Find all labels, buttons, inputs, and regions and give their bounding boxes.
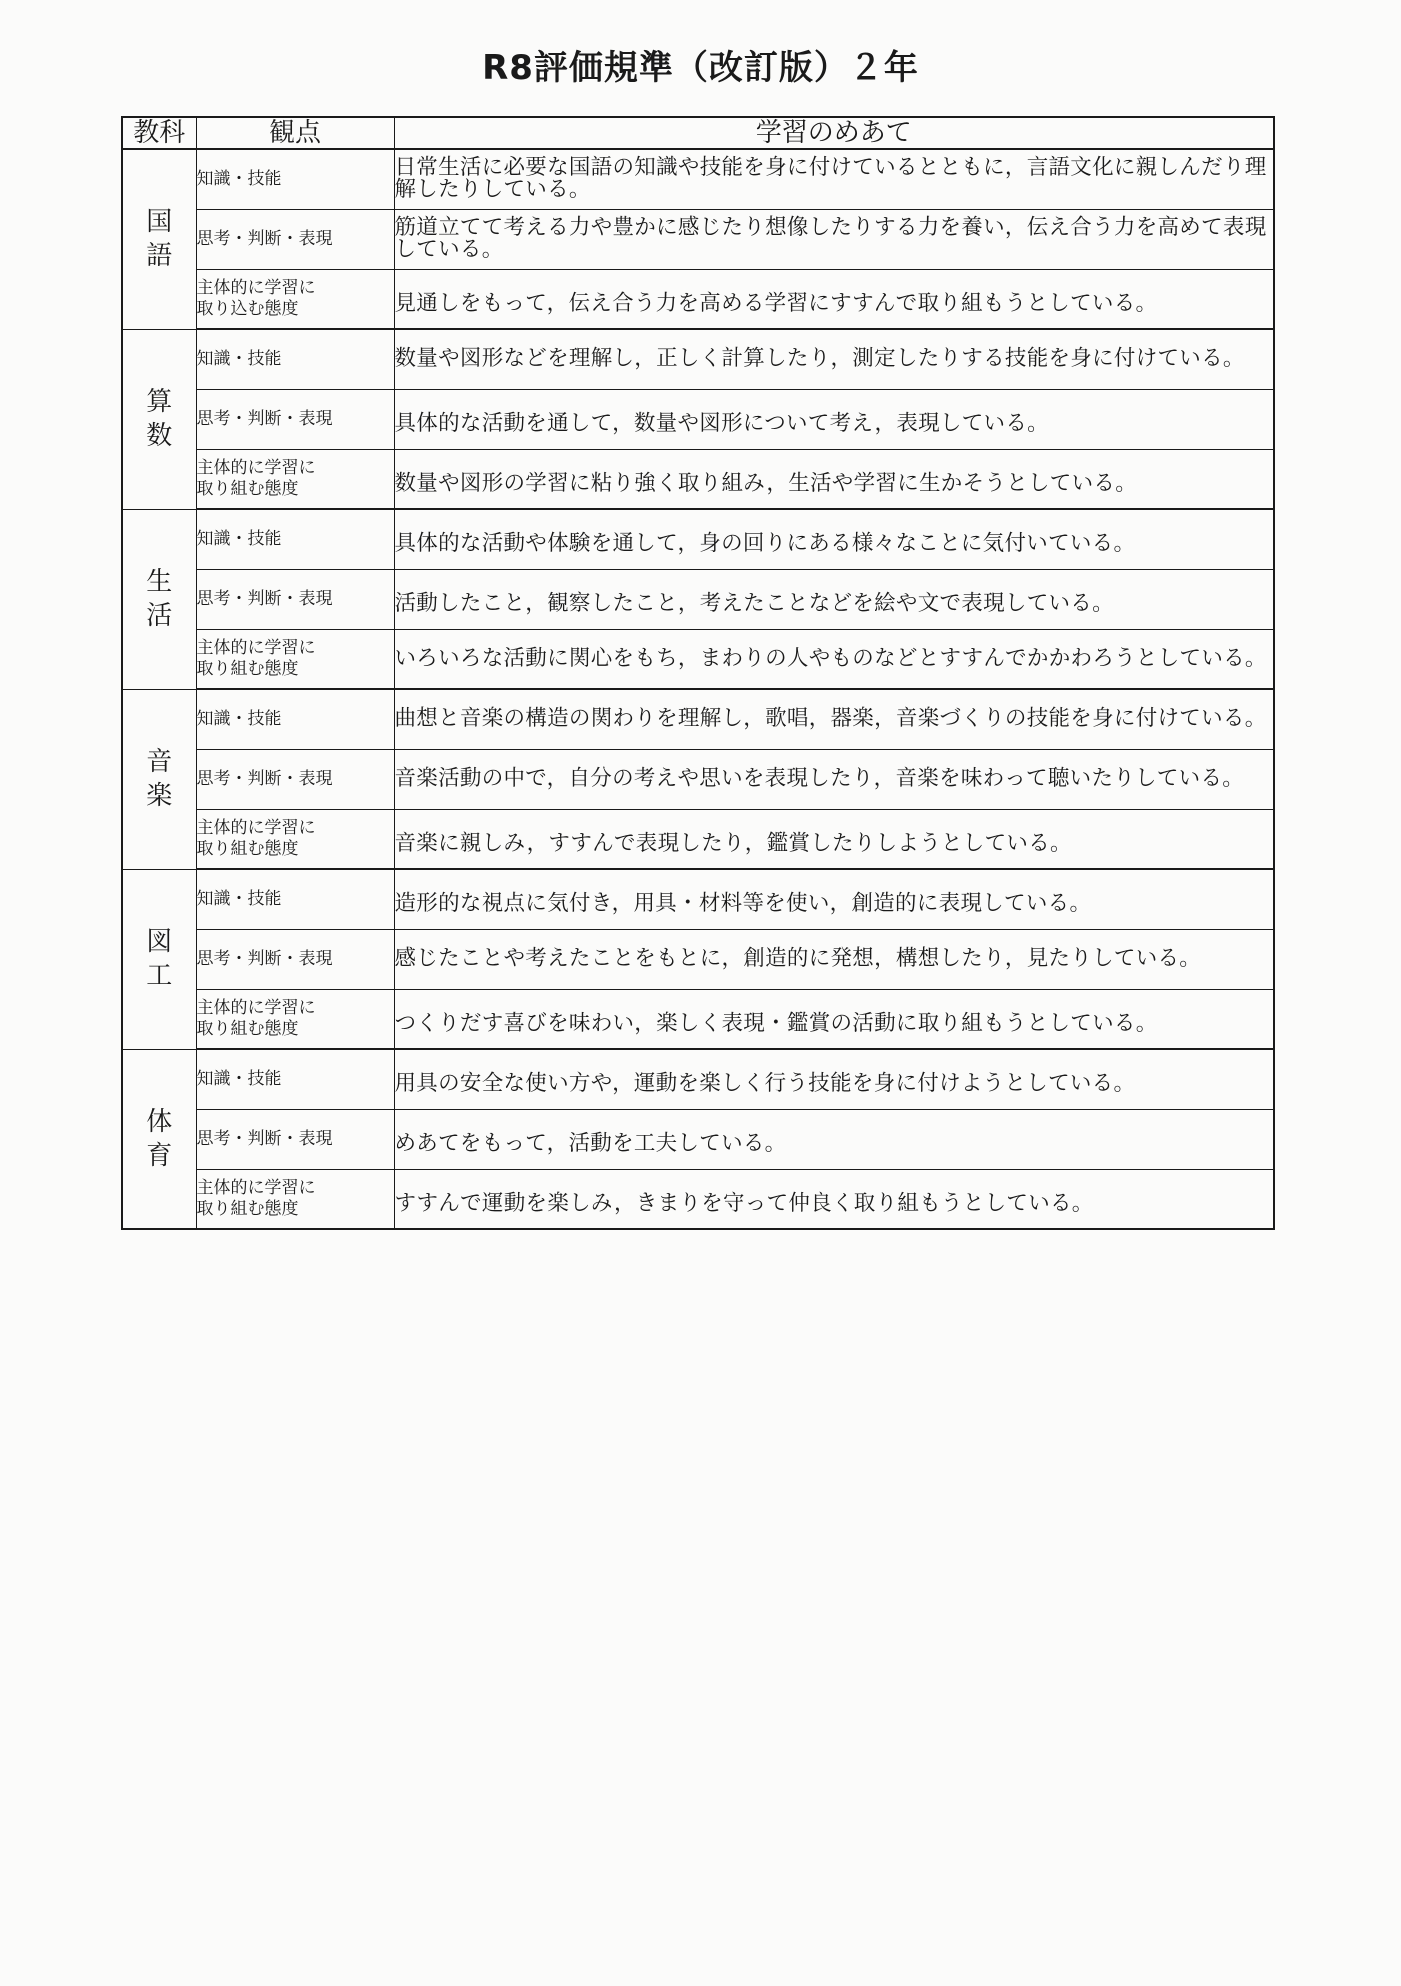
goal-cell: 数量や図形などを理解し，正しく計算したり，測定したりする技能を身に付けている。	[394, 329, 1274, 389]
goal-cell: 具体的な活動や体験を通して，身の回りにある様々なことに気付いている。	[394, 509, 1274, 569]
table-row	[122, 329, 1274, 389]
goal-cell: 音楽に親しみ，すすんで表現したり，鑑賞したりしようとしている。	[394, 809, 1274, 869]
table-row	[122, 509, 1274, 569]
goal-cell: 感じたことや考えたことをもとに，創造的に発想，構想したり，見たりしている。	[394, 929, 1274, 989]
viewpoint-cell: 思考・判断・表現	[196, 389, 394, 449]
goal-cell: 用具の安全な使い方や，運動を楽しく行う技能を身に付けようとしている。	[394, 1049, 1274, 1109]
table-row	[122, 1049, 1274, 1109]
goal-cell: 具体的な活動を通して，数量や図形について考え，表現している。	[394, 389, 1274, 449]
goal-cell: めあてをもって，活動を工夫している。	[394, 1109, 1274, 1169]
goal-cell: 造形的な視点に気付き，用具・材料等を使い，創造的に表現している。	[394, 869, 1274, 929]
subject-name: 生 活	[146, 567, 173, 631]
goal-cell: 見通しをもって，伝え合う力を高める学習にすすんで取り組もうとしている。	[394, 269, 1274, 329]
table-row	[122, 449, 1274, 509]
header-subject: 教科	[122, 117, 196, 149]
viewpoint-cell: 主体的に学習に 取り組む態度	[196, 989, 394, 1049]
evaluation-criteria-table	[121, 116, 1275, 1230]
header-row	[122, 117, 1274, 149]
viewpoint-cell: 知識・技能	[196, 329, 394, 389]
subject-cell-sansu	[122, 329, 196, 509]
table-row	[122, 689, 1274, 749]
page-title: R8評価規準（改訂版）２年	[482, 48, 919, 88]
table-row	[122, 989, 1274, 1049]
viewpoint-cell: 思考・判断・表現	[196, 569, 394, 629]
table-row	[122, 389, 1274, 449]
table-row	[122, 749, 1274, 809]
viewpoint-cell: 思考・判断・表現	[196, 749, 394, 809]
viewpoint-cell: 主体的に学習に 取り組む態度	[196, 629, 394, 689]
table-row	[122, 209, 1274, 269]
table-row	[122, 629, 1274, 689]
table-row	[122, 269, 1274, 329]
viewpoint-cell: 知識・技能	[196, 869, 394, 929]
viewpoint-cell: 主体的に学習に 取り込む態度	[196, 269, 394, 329]
viewpoint-cell: 主体的に学習に 取り組む態度	[196, 449, 394, 509]
header-viewpoint: 観点	[196, 117, 394, 149]
goal-cell: 音楽活動の中で，自分の考えや思いを表現したり，音楽を味わって聴いたりしている。	[394, 749, 1274, 809]
viewpoint-cell: 思考・判断・表現	[196, 1109, 394, 1169]
viewpoint-cell: 思考・判断・表現	[196, 209, 394, 269]
subject-name: 音 楽	[146, 747, 173, 811]
goal-cell: 数量や図形の学習に粘り強く取り組み，生活や学習に生かそうとしている。	[394, 449, 1274, 509]
goal-cell: 曲想と音楽の構造の関わりを理解し，歌唱，器楽，音楽づくりの技能を身に付けている。	[394, 689, 1274, 749]
viewpoint-cell: 知識・技能	[196, 149, 394, 209]
subject-cell-kokugo	[122, 149, 196, 329]
goal-cell: 活動したこと，観察したこと，考えたことなどを絵や文で表現している。	[394, 569, 1274, 629]
subject-name: 体 育	[146, 1106, 173, 1171]
table-row	[122, 149, 1274, 209]
header-goal: 学習のめあて	[394, 117, 1274, 149]
goal-cell: すすんで運動を楽しみ，きまりを守って仲良く取り組もうとしている。	[394, 1169, 1274, 1229]
subject-cell-zuko	[122, 869, 196, 1049]
subject-cell-taiiku	[122, 1049, 196, 1229]
table-row	[122, 1169, 1274, 1229]
table-body	[122, 149, 1274, 1229]
subject-name: 国 語	[146, 207, 173, 272]
viewpoint-cell: 知識・技能	[196, 509, 394, 569]
table-row	[122, 869, 1274, 929]
subject-name: 図 工	[146, 927, 173, 991]
goal-cell: つくりだす喜びを味わい，楽しく表現・鑑賞の活動に取り組もうとしている。	[394, 989, 1274, 1049]
subject-name: 算 数	[146, 387, 173, 451]
viewpoint-cell: 知識・技能	[196, 689, 394, 749]
goal-cell: 日常生活に必要な国語の知識や技能を身に付けているとともに，言語文化に親しんだり理解したりしている。	[394, 149, 1274, 209]
viewpoint-cell: 思考・判断・表現	[196, 929, 394, 989]
table-row	[122, 569, 1274, 629]
table-row	[122, 809, 1274, 869]
viewpoint-cell: 知識・技能	[196, 1049, 394, 1109]
viewpoint-cell: 主体的に学習に 取り組む態度	[196, 1169, 394, 1229]
goal-cell: いろいろな活動に関心をもち，まわりの人やものなどとすすんでかかわろうとしている。	[394, 629, 1274, 689]
subject-cell-ongaku	[122, 689, 196, 869]
table-row	[122, 1109, 1274, 1169]
subject-cell-seikatsu	[122, 509, 196, 689]
table-row	[122, 929, 1274, 989]
goal-cell: 筋道立てて考える力や豊かに感じたり想像したりする力を養い，伝え合う力を高めて表現している。	[394, 209, 1274, 269]
viewpoint-cell: 主体的に学習に 取り組む態度	[196, 809, 394, 869]
